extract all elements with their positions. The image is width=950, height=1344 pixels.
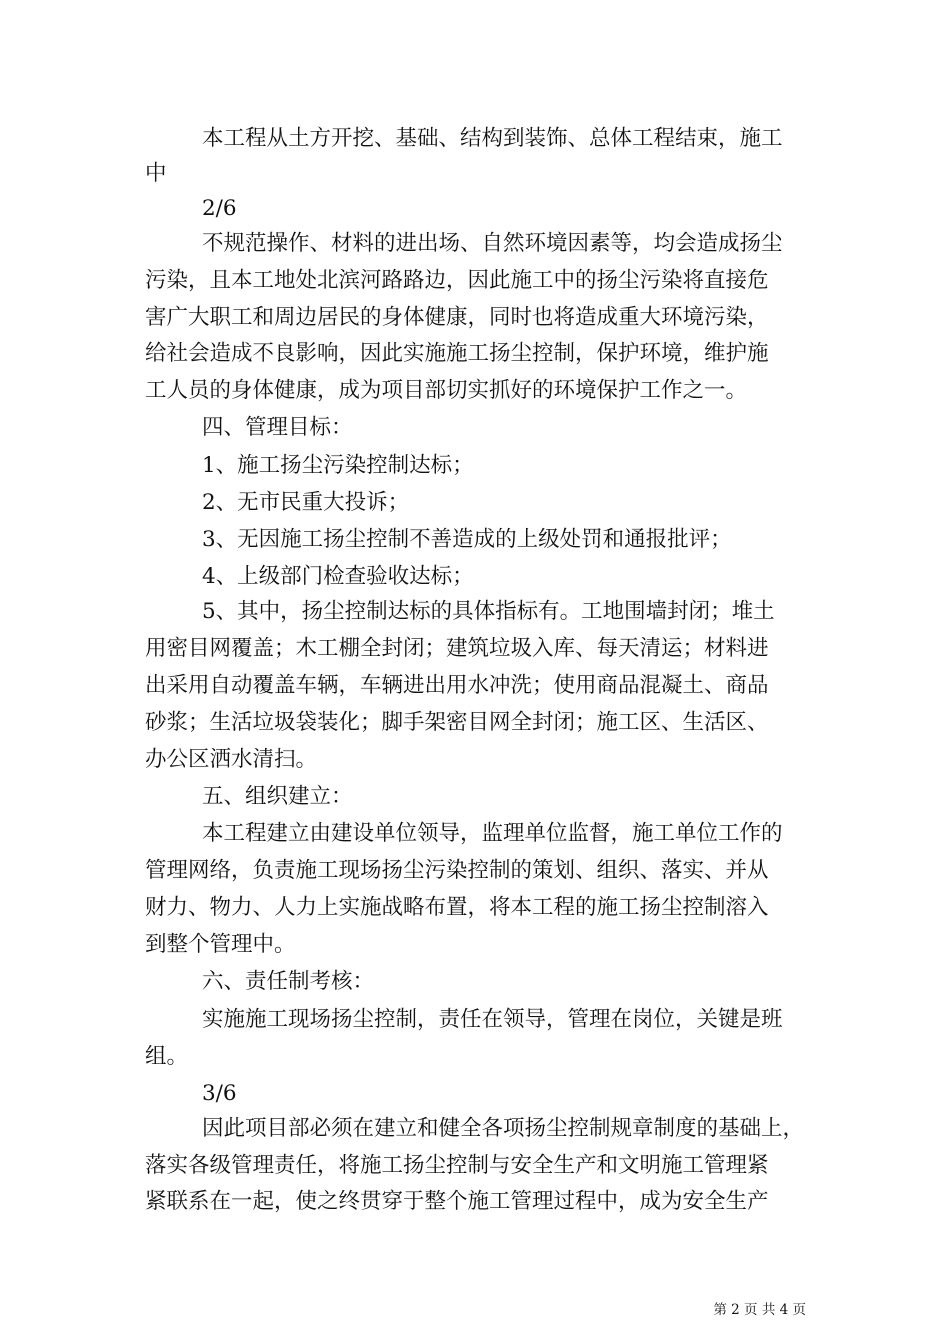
list-item: 4、上级部门检查验收达标； (202, 564, 474, 589)
paragraph-line: 不规范操作、材料的进出场、自然环境因素等，均会造成扬尘 (202, 231, 783, 256)
paragraph-line: 本工程从土方开挖、基础、结构到装饰、总体工程结束，施工 (202, 126, 783, 151)
paragraph-line: 组。 (145, 1044, 189, 1069)
list-item: 5、其中，扬尘控制达标的具体指标有。工地围墙封闭；堆土 (202, 599, 775, 624)
paragraph-line: 实施施工现场扬尘控制，责任在领导，管理在岗位，关键是班 (202, 1007, 783, 1032)
paragraph-line: 用密目网覆盖；木工棚全封闭；建筑垃圾入库、每天清运；材料进 (145, 636, 769, 661)
paragraph-line: 财力、物力、人力上实施战略布置，将本工程的施工扬尘控制溶入 (145, 895, 769, 920)
paragraph-line: 工人员的身体健康，成为项目部切实抓好的环境保护工作之一。 (145, 378, 748, 403)
page-marker: 3/6 (202, 1081, 237, 1106)
list-item: 3、无因施工扬尘控制不善造成的上级处罚和通报批评； (202, 527, 732, 552)
paragraph-line: 污染，且本工地处北滨河路路边，因此施工中的扬尘污染将直接危 (145, 268, 769, 293)
paragraph-line: 管理网络，负责施工现场扬尘污染控制的策划、组织、落实、并从 (145, 858, 769, 883)
list-item: 2、无市民重大投诉； (202, 490, 410, 515)
section-heading: 五、组织建立： (202, 784, 353, 809)
list-item: 1、施工扬尘污染控制达标； (202, 453, 474, 478)
paragraph-line: 因此项目部必须在建立和健全各项扬尘控制规章制度的基础上， (202, 1116, 805, 1141)
paragraph-line: 本工程建立由建设单位领导，监理单位监督，施工单位工作的 (202, 821, 783, 846)
page-marker: 2/6 (202, 196, 237, 221)
paragraph-line: 出采用自动覆盖车辆，车辆进出用水冲洗；使用商品混凝土、商品 (145, 673, 769, 698)
paragraph-line: 中 (145, 161, 167, 186)
paragraph-line: 落实各级管理责任，将施工扬尘控制与安全生产和文明施工管理紧 (145, 1153, 769, 1178)
paragraph-line: 给社会造成不良影响，因此实施施工扬尘控制，保护环境，维护施 (145, 341, 769, 366)
paragraph-line: 办公区洒水清扫。 (145, 747, 318, 772)
paragraph-line: 砂浆；生活垃圾袋装化；脚手架密目网全封闭；施工区、生活区、 (145, 710, 769, 735)
paragraph-line: 到整个管理中。 (145, 932, 296, 957)
section-heading: 四、管理目标： (202, 415, 353, 440)
paragraph-line: 紧联系在一起，使之终贯穿于整个施工管理过程中，成为安全生产 (145, 1189, 769, 1214)
page-footer: 第 2 页 共 4 页 (713, 1302, 806, 1318)
section-heading: 六、责任制考核： (202, 969, 375, 994)
paragraph-line: 害广大职工和周边居民的身体健康，同时也将造成重大环境污染， (145, 305, 769, 330)
